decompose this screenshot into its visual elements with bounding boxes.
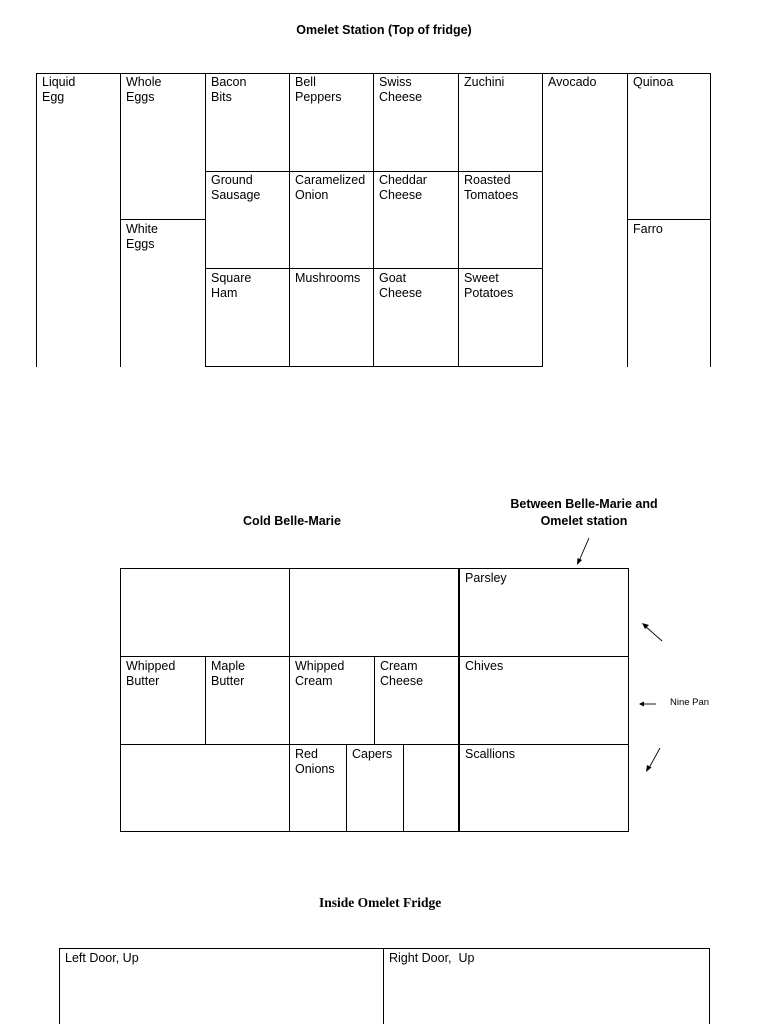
cell-maple-butter: Maple Butter xyxy=(211,659,246,688)
arrow-down-left-icon xyxy=(570,535,594,567)
cell-left-door: Left Door, Up xyxy=(65,951,139,965)
cell-bell-peppers: Bell Peppers xyxy=(295,75,342,104)
cell-swiss-cheese: Swiss Cheese xyxy=(379,75,423,104)
between-belle-marie-label: Between Belle-Marie and Omelet station xyxy=(510,497,658,528)
arrow-up-left-icon xyxy=(638,618,666,646)
cell-white-eggs: White Eggs xyxy=(126,222,158,251)
cell-red-onions: Red Onions xyxy=(295,747,335,776)
cell-chives: Chives xyxy=(465,659,504,673)
cell-right-door: Right Door, Up xyxy=(389,951,475,965)
cell-whipped-cream: Whipped Cream xyxy=(295,659,345,688)
cell-cream-cheese: Cream Cheese xyxy=(380,659,424,688)
cell-avocado: Avocado xyxy=(548,75,597,89)
inside-omelet-fridge-title: Inside Omelet Fridge xyxy=(319,895,442,910)
omelet-station-title: Omelet Station (Top of fridge) xyxy=(296,23,472,37)
cell-sweet-potatoes: Sweet Potatoes xyxy=(464,271,514,300)
cell-roasted-tomatoes: Roasted Tomatoes xyxy=(464,173,519,202)
cell-capers: Capers xyxy=(352,747,393,761)
cell-ground-sausage: Ground Sausage xyxy=(211,173,261,202)
arrow-left-icon xyxy=(636,698,658,710)
nine-pan-label: Nine Pan xyxy=(670,697,710,708)
cell-bacon-bits: Bacon Bits xyxy=(211,75,247,104)
cell-parsley: Parsley xyxy=(465,571,507,585)
cell-farro: Farro xyxy=(633,222,663,236)
cell-caramelized-onion: Caramelized Onion xyxy=(295,173,366,202)
cell-square-ham: Square Ham xyxy=(211,271,252,300)
cell-whole-eggs: Whole Eggs xyxy=(126,75,162,104)
cold-belle-marie-title: Cold Belle-Marie xyxy=(243,514,341,528)
cell-mushrooms: Mushrooms xyxy=(295,271,361,285)
cell-cheddar-cheese: Cheddar Cheese xyxy=(379,173,427,202)
cell-liquid-egg: Liquid Egg xyxy=(42,75,76,104)
cell-scallions: Scallions xyxy=(465,747,516,761)
cell-whipped-butter: Whipped Butter xyxy=(126,659,176,688)
cell-goat-cheese: Goat Cheese xyxy=(379,271,423,300)
cell-zuchini: Zuchini xyxy=(464,75,505,89)
cell-quinoa: Quinoa xyxy=(633,75,674,89)
arrow-down-left-icon xyxy=(642,744,664,776)
